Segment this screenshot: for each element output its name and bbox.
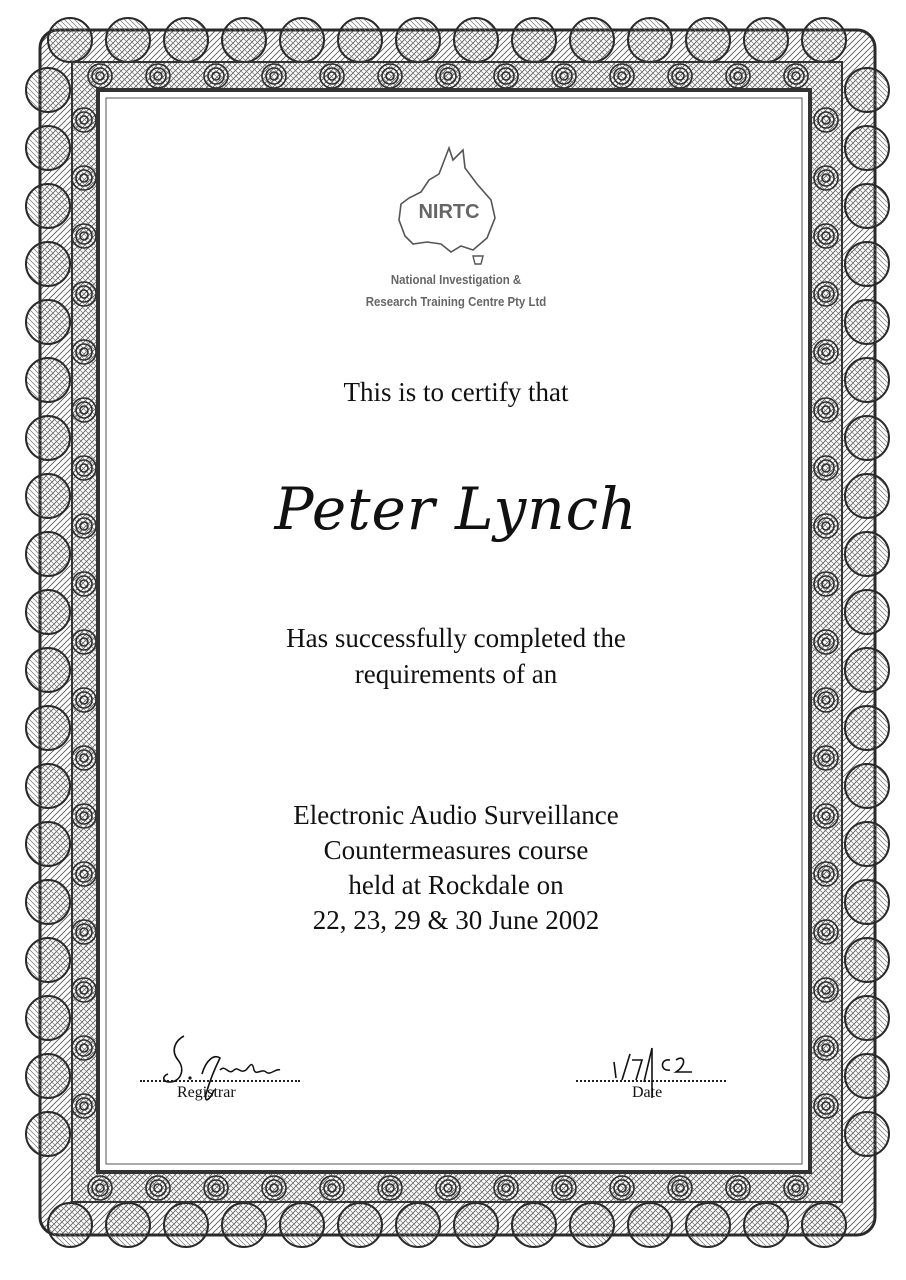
- border-scallop: [454, 1203, 498, 1247]
- registrar-signature: [140, 1020, 310, 1110]
- border-scallop: [48, 1203, 92, 1247]
- date-label: Date: [632, 1084, 663, 1101]
- border-scallop: [744, 18, 788, 62]
- border-scallop: [845, 68, 889, 112]
- border-scallop: [845, 1054, 889, 1098]
- border-scallop: [26, 184, 70, 228]
- border-scallop: [845, 532, 889, 576]
- certificate-body: [110, 100, 802, 1164]
- border-scallop: [845, 938, 889, 982]
- border-scallop: [802, 1203, 846, 1247]
- border-scallop: [26, 68, 70, 112]
- border-scallop: [512, 18, 556, 62]
- recipient-name: Peter Lynch: [274, 475, 638, 543]
- border-scallop: [845, 590, 889, 634]
- border-scallop: [26, 822, 70, 866]
- course-details: [110, 798, 802, 938]
- registrar-label: Registrar: [177, 1084, 236, 1101]
- organization-name: [110, 269, 802, 313]
- border-scallop: [744, 1203, 788, 1247]
- border-scallop: [26, 416, 70, 460]
- border-scallop: [26, 358, 70, 402]
- border-scallop: [570, 18, 614, 62]
- border-scallop: [802, 18, 846, 62]
- border-scallop: [686, 1203, 730, 1247]
- border-scallop: [396, 18, 440, 62]
- border-scallop: [26, 126, 70, 170]
- border-scallop: [845, 126, 889, 170]
- border-scallop: [280, 1203, 324, 1247]
- border-scallop: [222, 1203, 266, 1247]
- border-scallop: [686, 18, 730, 62]
- border-scallop: [628, 1203, 672, 1247]
- border-scallop: [454, 18, 498, 62]
- border-scallop: [26, 300, 70, 344]
- border-scallop: [26, 706, 70, 750]
- border-scallop: [845, 822, 889, 866]
- border-scallop: [396, 1203, 440, 1247]
- border-scallop: [845, 764, 889, 808]
- border-scallop: [106, 1203, 150, 1247]
- border-scallop: [26, 880, 70, 924]
- border-scallop: [26, 590, 70, 634]
- certify-intro: This is to certify that: [343, 377, 569, 407]
- border-scallop: [845, 300, 889, 344]
- course-line-4: 22, 23, 29 & 30 June 2002: [312, 905, 600, 935]
- border-scallop: [26, 532, 70, 576]
- border-scallop: [26, 1054, 70, 1098]
- border-scallop: [512, 1203, 556, 1247]
- border-scallop: [628, 18, 672, 62]
- border-scallop: [280, 18, 324, 62]
- border-scallop: [26, 938, 70, 982]
- border-scallop: [845, 1112, 889, 1156]
- border-scallop: [338, 18, 382, 62]
- logo-acronym: NIRTC: [418, 201, 480, 223]
- border-scallop: [845, 996, 889, 1040]
- course-line-2: Countermeasures course: [323, 835, 589, 865]
- handwritten-date: [576, 1020, 726, 1110]
- completion-line-2: requirements of an: [354, 659, 558, 689]
- border-scallop: [164, 18, 208, 62]
- border-scallop: [845, 358, 889, 402]
- registrar-signature-block: [140, 1020, 300, 1102]
- completion-statement: [110, 620, 802, 692]
- border-scallop: [26, 242, 70, 286]
- border-scallop: [845, 184, 889, 228]
- border-scallop: [48, 18, 92, 62]
- border-scallop: [570, 1203, 614, 1247]
- border-scallop: [26, 474, 70, 518]
- org-name-line-1: National Investigation &: [390, 272, 522, 287]
- australia-map-icon: [391, 144, 521, 269]
- border-scallop: [845, 880, 889, 924]
- border-scallop: [26, 764, 70, 808]
- border-scallop: [845, 706, 889, 750]
- border-scallop: [106, 18, 150, 62]
- border-scallop: [26, 1112, 70, 1156]
- course-line-3: held at Rockdale on: [348, 870, 564, 900]
- completion-line-1: Has successfully completed the: [286, 623, 626, 653]
- border-scallop: [26, 996, 70, 1040]
- border-scallop: [26, 648, 70, 692]
- border-scallop: [845, 416, 889, 460]
- date-signature-block: [576, 1020, 726, 1102]
- border-scallop: [845, 242, 889, 286]
- org-name-line-2: Research Training Centre Pty Ltd: [365, 294, 547, 309]
- border-scallop: [338, 1203, 382, 1247]
- border-scallop: [845, 474, 889, 518]
- organization-logo: [110, 144, 802, 313]
- course-line-1: Electronic Audio Surveillance: [293, 800, 619, 830]
- border-scallop: [845, 648, 889, 692]
- border-scallop: [222, 18, 266, 62]
- border-scallop: [164, 1203, 208, 1247]
